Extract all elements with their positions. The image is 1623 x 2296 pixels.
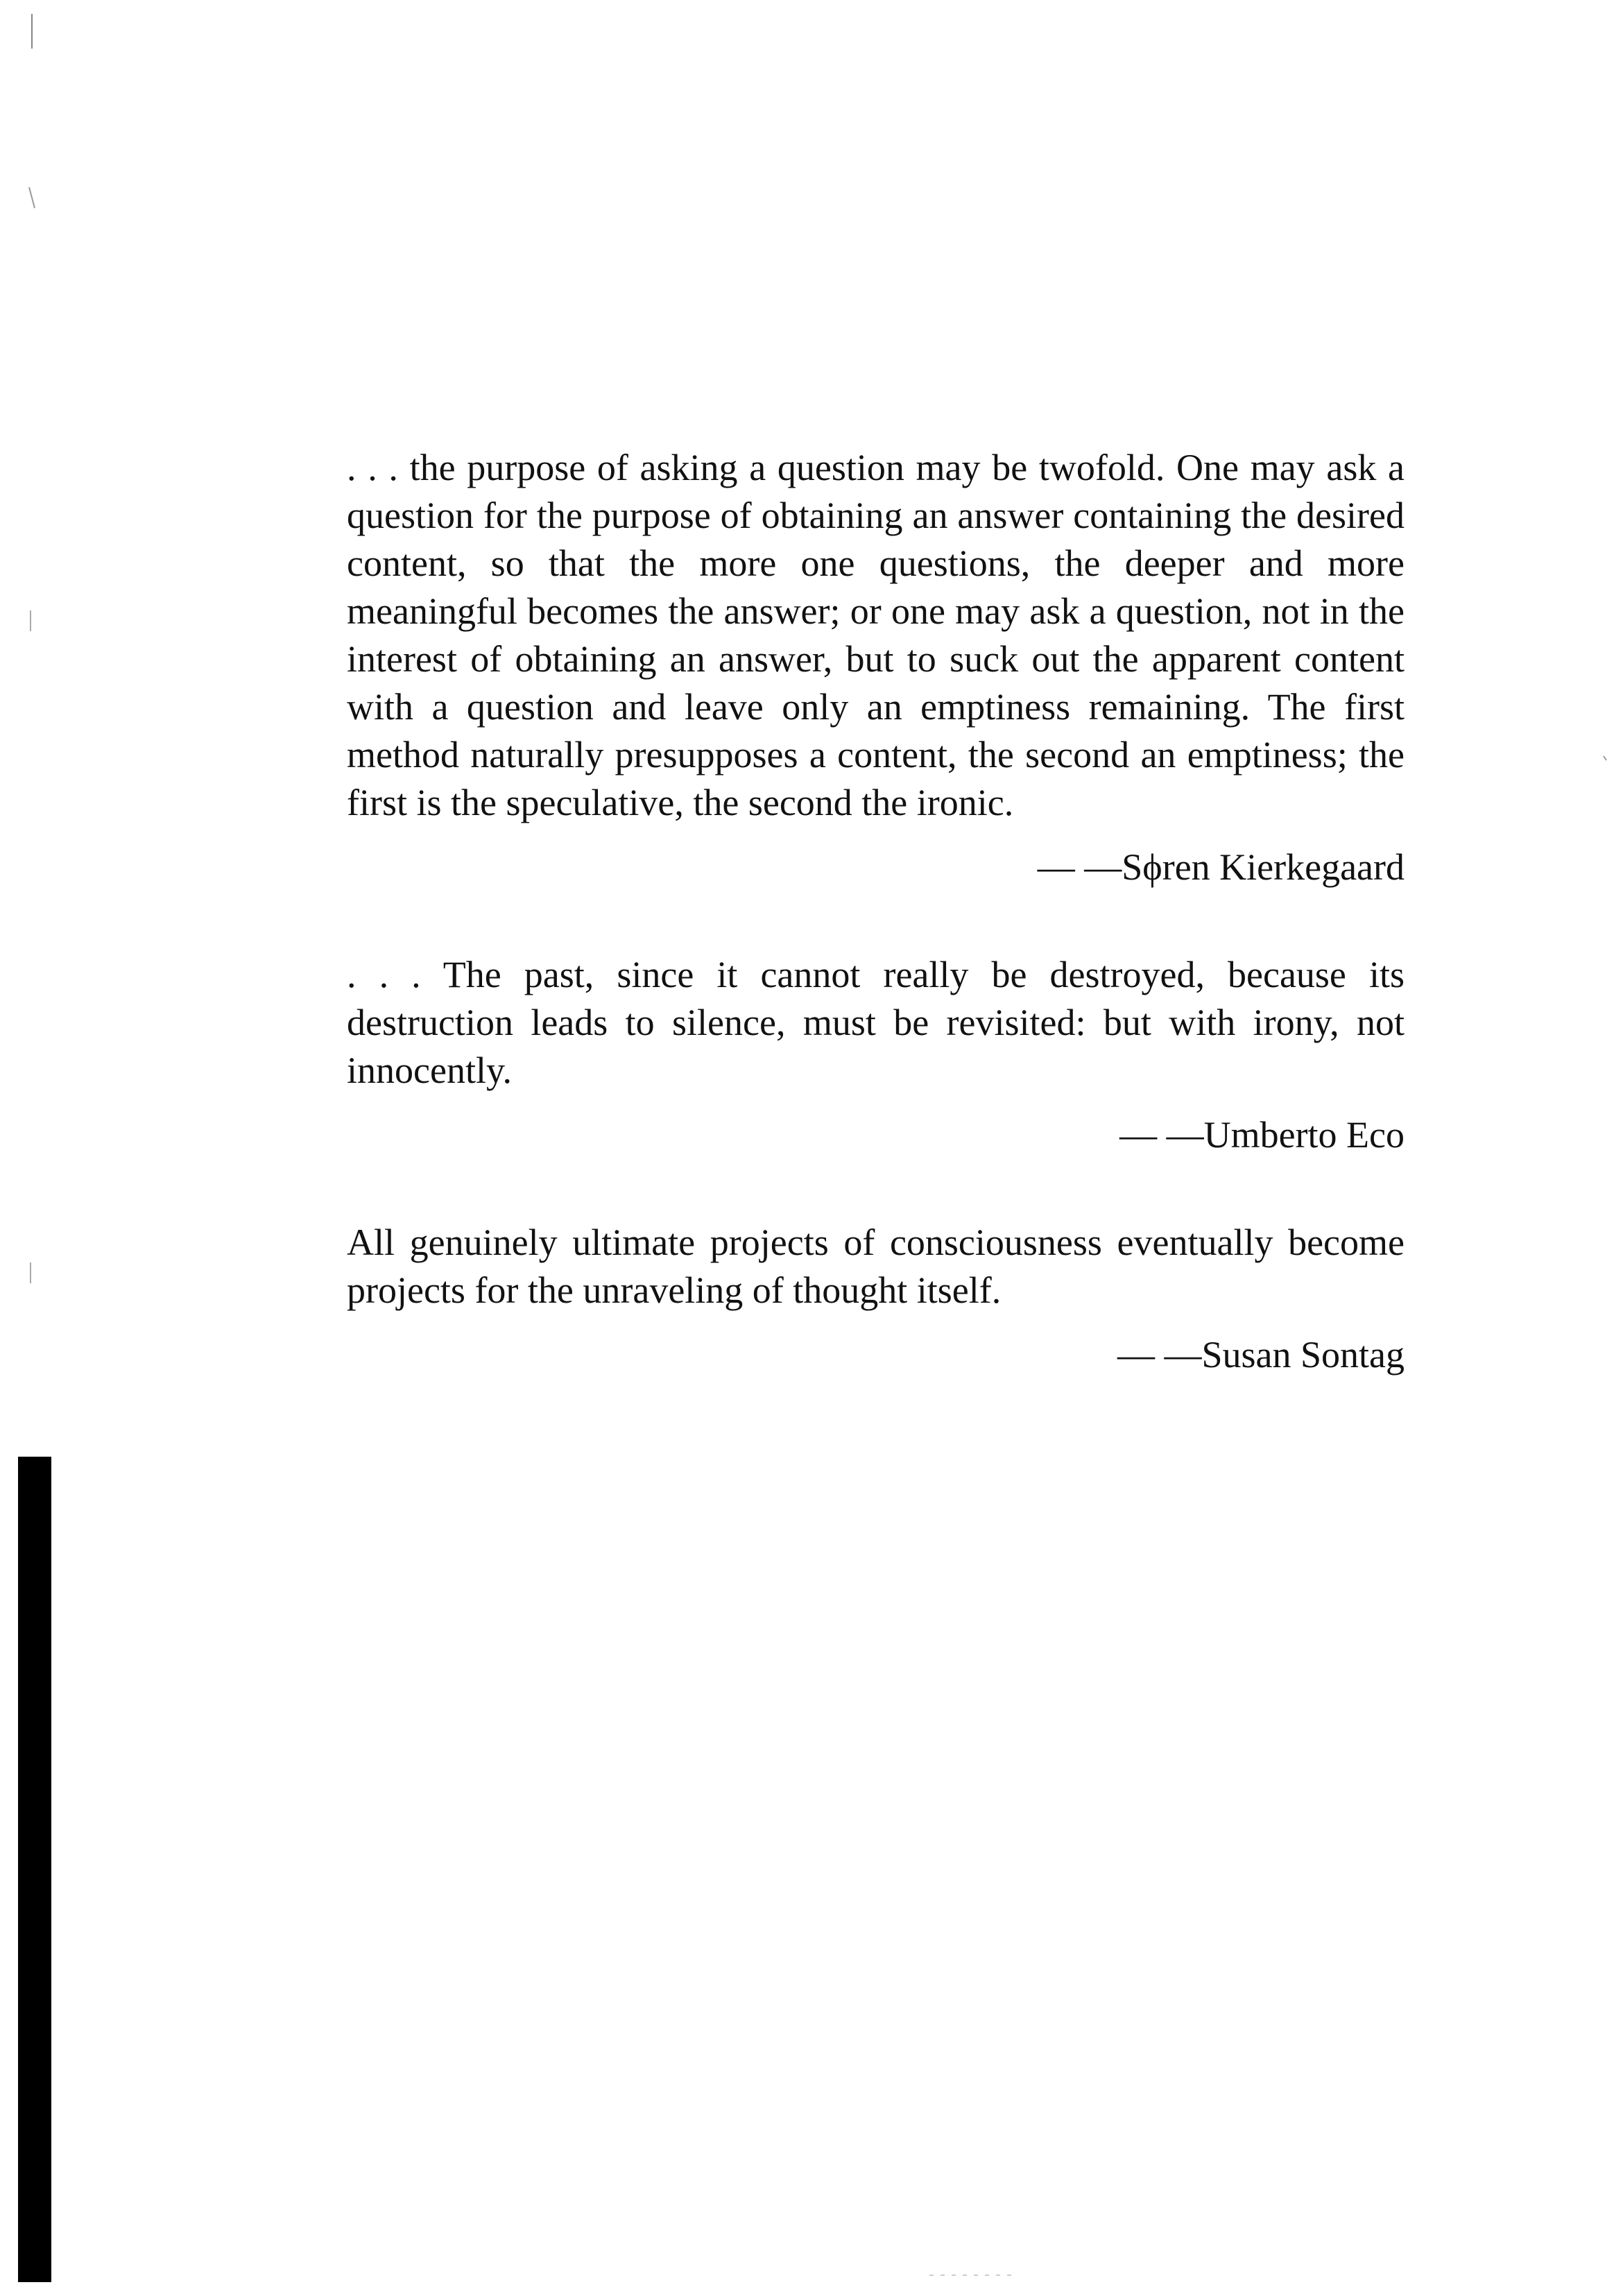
scan-speck — [1604, 756, 1606, 760]
epigraph-kierkegaard — [347, 444, 1405, 891]
quote-attribution: — —Susan Sontag — [1117, 1334, 1405, 1376]
scan-speck — [29, 187, 35, 208]
quote-text: . . . the purpose of asking a question may be twofold. One may ask a question for the purpose of obtaining an answer containing the desired content, so that the more one questions, the deeper and more meaningful becomes the answer; or one may ask a question, not in the interest of obtaining an answer, but to suck out the apparent content with a question and leave only an emptiness remaining. The first method naturally presupposes a content, the second an emptiness; the first is the speculative, the second the ironic. — [347, 447, 1405, 823]
quote-text: . . . The past, since it cannot really be destroyed, because its destruction leads to silence, must be revisited: but with irony, not innocently. — [347, 954, 1405, 1091]
quote-text: All genuinely ultimate projects of consciousness eventually become projects for the unraveling of thought itself. — [347, 1222, 1405, 1311]
quote-attribution: — —Sϕren Kierkegaard — [1037, 846, 1405, 888]
epigraphs — [347, 444, 1405, 1379]
epigraph-sontag — [347, 1219, 1405, 1379]
epigraph-eco — [347, 951, 1405, 1159]
quote-attribution: — —Umberto Eco — [1119, 1114, 1405, 1156]
